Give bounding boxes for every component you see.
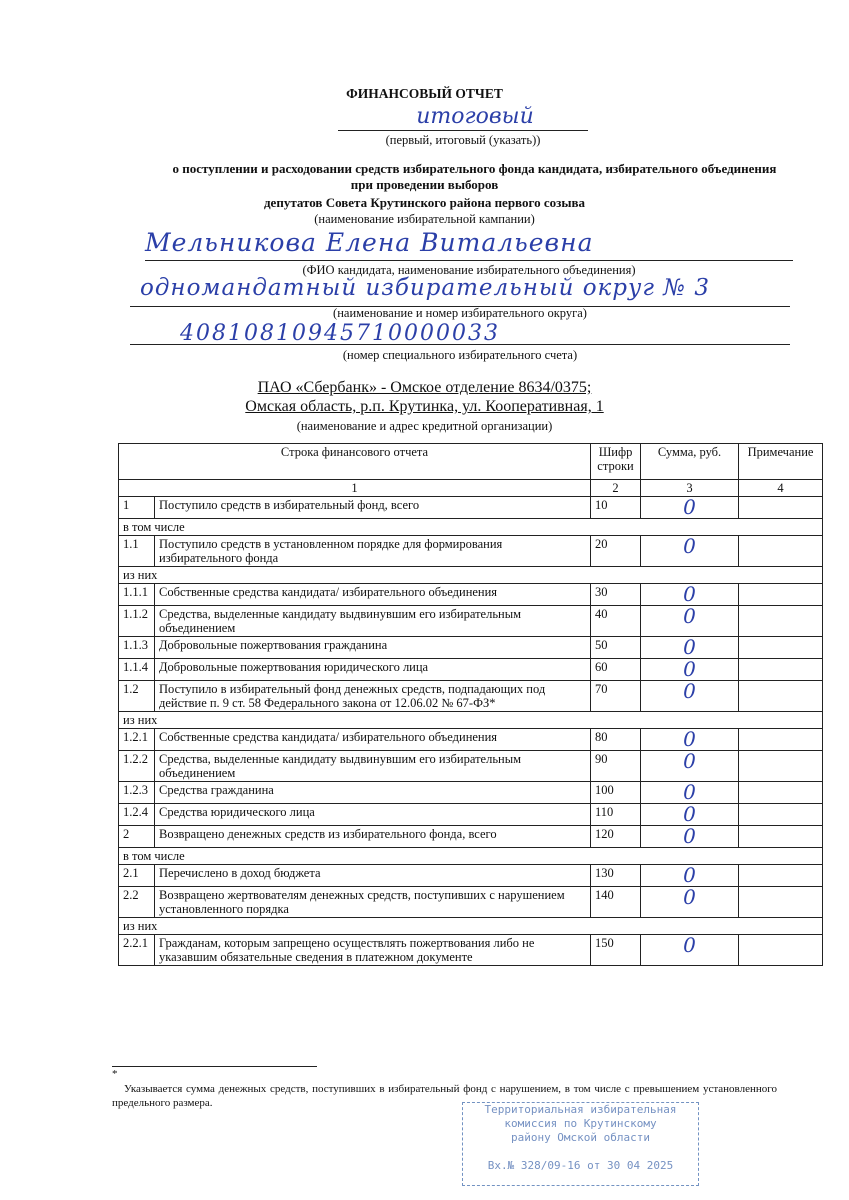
report-kind-caption: (первый, итоговый (указать)) <box>385 133 541 147</box>
sum-handwritten-value: 0 <box>683 749 696 773</box>
row-code: 90 <box>591 751 641 782</box>
row-sum <box>641 659 739 681</box>
row-label: Добровольные пожертвования юридического лица <box>155 659 591 681</box>
row-code: 40 <box>591 606 641 637</box>
sum-handwritten-value: 0 <box>683 780 696 804</box>
row-code: 110 <box>591 804 641 826</box>
row-note <box>739 865 823 887</box>
row-label: Поступило средств в установленном порядке для формирования избирательного фонда <box>155 536 591 567</box>
row-sum <box>641 497 739 519</box>
table-row <box>119 865 823 887</box>
row-note <box>739 584 823 606</box>
row-label: Возвращено денежных средств из избирательного фонда, всего <box>155 826 591 848</box>
table-row <box>119 782 823 804</box>
section-row <box>119 848 823 865</box>
row-code: 20 <box>591 536 641 567</box>
row-code: 140 <box>591 887 641 918</box>
row-sum <box>641 637 739 659</box>
bank-name: ПАО «Сбербанк» - Омское отделение 8634/0375; <box>257 379 592 396</box>
row-note <box>739 935 823 966</box>
table-row <box>119 659 823 681</box>
row-sum <box>641 751 739 782</box>
row-label: Средства, выделенные кандидату выдвинувшим его избирательным объединением <box>155 606 591 637</box>
row-code: 60 <box>591 659 641 681</box>
row-number: 1.1.4 <box>119 659 155 681</box>
header-sum: Сумма, руб. <box>641 444 739 480</box>
sum-handwritten-value: 0 <box>683 582 696 606</box>
stamp-line1: Территориальная избирательная <box>484 1103 677 1116</box>
table-row <box>119 637 823 659</box>
header-code: Шифр строки <box>591 444 641 480</box>
footnote-text: Указывается сумма денежных средств, поступивших в избирательный фонд с нарушением, в том числе с превышением установленного предельного размера. <box>112 1083 777 1109</box>
row-label: Поступило средств в избирательный фонд, всего <box>155 497 591 519</box>
row-code: 130 <box>591 865 641 887</box>
report-kind-line <box>338 130 588 131</box>
section-label: из них <box>119 567 823 584</box>
section-label: в том числе <box>119 519 823 536</box>
row-label: Поступило в избирательный фонд денежных средств, подпадающих под действие п. 9 ст. 58 Федерального закона от 12.06.02 № 67-ФЗ* <box>155 681 591 712</box>
registration-stamp <box>462 1102 699 1186</box>
sum-handwritten-value: 0 <box>683 933 696 957</box>
section-label: в том числе <box>119 848 823 865</box>
table-row <box>119 751 823 782</box>
row-number: 1.1 <box>119 536 155 567</box>
table-colnum-row <box>119 480 823 497</box>
candidate-value: Мельникова Елена Витальевна <box>145 228 594 257</box>
bank-address: Омская область, р.п. Крутинка, ул. Кооперативная, 1 <box>245 398 604 415</box>
account-caption: (номер специального избирательного счета) <box>342 348 578 362</box>
sum-handwritten-value: 0 <box>683 635 696 659</box>
sum-handwritten-value: 0 <box>683 679 696 703</box>
row-note <box>739 497 823 519</box>
table-row <box>119 681 823 712</box>
row-label: Перечислено в доход бюджета <box>155 865 591 887</box>
row-note <box>739 804 823 826</box>
colnum-3: 3 <box>641 480 739 497</box>
row-note <box>739 826 823 848</box>
stamp-line2: комиссия по Крутинскому <box>504 1117 657 1130</box>
row-number: 1.2.4 <box>119 804 155 826</box>
candidate-caption: (ФИО кандидата, наименование избирательного объединения) <box>302 263 636 277</box>
account-line <box>130 344 790 345</box>
row-label: Возвращено жертвователям денежных средств, поступивших с нарушением установленного порядка <box>155 887 591 918</box>
row-sum <box>641 865 739 887</box>
table-row <box>119 729 823 751</box>
bank-caption: (наименование и адрес кредитной организации) <box>296 419 553 433</box>
row-number: 2.1 <box>119 865 155 887</box>
header-line: Строка финансового отчета <box>119 444 591 480</box>
row-label: Добровольные пожертвования гражданина <box>155 637 591 659</box>
row-code: 70 <box>591 681 641 712</box>
row-number: 1.2.2 <box>119 751 155 782</box>
section-row <box>119 567 823 584</box>
report-subtitle-line1: о поступлении и расходовании средств избирательного фонда кандидата, избирательного объединения <box>172 161 777 176</box>
row-number: 2.2 <box>119 887 155 918</box>
sum-handwritten-value: 0 <box>683 495 696 519</box>
table-row <box>119 606 823 637</box>
row-note <box>739 681 823 712</box>
table-header-row <box>119 444 823 480</box>
row-label: Гражданам, которым запрещено осуществлять пожертвования либо не указавшим обязательные сведения в платежном документе <box>155 935 591 966</box>
row-number: 1.1.1 <box>119 584 155 606</box>
sum-handwritten-value: 0 <box>683 802 696 826</box>
row-note <box>739 606 823 637</box>
row-number: 1.2.1 <box>119 729 155 751</box>
row-note <box>739 536 823 567</box>
row-note <box>739 782 823 804</box>
report-title: ФИНАНСОВЫЙ ОТЧЕТ <box>346 86 503 101</box>
table-row <box>119 826 823 848</box>
row-number: 1 <box>119 497 155 519</box>
row-code: 150 <box>591 935 641 966</box>
financial-report-table <box>118 443 823 966</box>
campaign-caption: (наименование избирательной кампании) <box>314 212 535 226</box>
row-number: 1.2 <box>119 681 155 712</box>
stamp-line3: району Омской области <box>510 1131 651 1144</box>
row-code: 120 <box>591 826 641 848</box>
row-sum <box>641 606 739 637</box>
sum-handwritten-value: 0 <box>683 604 696 628</box>
table-row <box>119 497 823 519</box>
header-note: Примечание <box>739 444 823 480</box>
row-sum <box>641 584 739 606</box>
row-note <box>739 751 823 782</box>
row-code: 100 <box>591 782 641 804</box>
row-number: 1.1.3 <box>119 637 155 659</box>
row-code: 10 <box>591 497 641 519</box>
candidate-line <box>145 260 793 261</box>
row-label: Средства юридического лица <box>155 804 591 826</box>
sum-handwritten-value: 0 <box>683 863 696 887</box>
row-label: Собственные средства кандидата/ избирательного объединения <box>155 729 591 751</box>
district-caption: (наименование и номер избирательного округа) <box>333 306 587 320</box>
stamp-line4: Вх.№ 328/09-16 от 30 04 2025 <box>487 1159 674 1172</box>
row-sum <box>641 681 739 712</box>
colnum-2: 2 <box>591 480 641 497</box>
row-note <box>739 659 823 681</box>
sum-handwritten-value: 0 <box>683 657 696 681</box>
section-label: из них <box>119 918 823 935</box>
row-sum <box>641 782 739 804</box>
row-code: 80 <box>591 729 641 751</box>
row-sum <box>641 729 739 751</box>
section-row <box>119 519 823 536</box>
row-code: 30 <box>591 584 641 606</box>
account-value: 40810810945710000033 <box>180 321 500 346</box>
row-label: Средства гражданина <box>155 782 591 804</box>
table-row <box>119 584 823 606</box>
footnote-marker: * <box>112 1068 118 1080</box>
report-subtitle-line2: при проведении выборов <box>350 177 499 192</box>
sum-handwritten-value: 0 <box>683 885 696 909</box>
row-sum <box>641 804 739 826</box>
row-sum <box>641 536 739 567</box>
section-row <box>119 918 823 935</box>
sum-handwritten-value: 0 <box>683 824 696 848</box>
colnum-4: 4 <box>739 480 823 497</box>
row-number: 2 <box>119 826 155 848</box>
row-label: Собственные средства кандидата/ избирательного объединения <box>155 584 591 606</box>
row-sum <box>641 826 739 848</box>
row-note <box>739 887 823 918</box>
row-sum <box>641 935 739 966</box>
campaign-name: депутатов Совета Крутинского района первого созыва <box>263 195 585 210</box>
table-row <box>119 536 823 567</box>
colnum-1: 1 <box>119 480 591 497</box>
row-number: 1.1.2 <box>119 606 155 637</box>
section-row <box>119 712 823 729</box>
row-label: Средства, выделенные кандидату выдвинувшим его избирательным объединением <box>155 751 591 782</box>
sum-handwritten-value: 0 <box>683 534 696 558</box>
table-row <box>119 887 823 918</box>
report-kind-value: итоговый <box>416 104 534 129</box>
sum-handwritten-value: 0 <box>683 727 696 751</box>
row-note <box>739 637 823 659</box>
table-row <box>119 804 823 826</box>
district-value: одномандатный избирательный округ № 3 <box>140 275 710 301</box>
section-label: из них <box>119 712 823 729</box>
row-note <box>739 729 823 751</box>
row-number: 1.2.3 <box>119 782 155 804</box>
row-code: 50 <box>591 637 641 659</box>
row-number: 2.2.1 <box>119 935 155 966</box>
table-row <box>119 935 823 966</box>
row-sum <box>641 887 739 918</box>
footnote-separator <box>112 1066 317 1067</box>
